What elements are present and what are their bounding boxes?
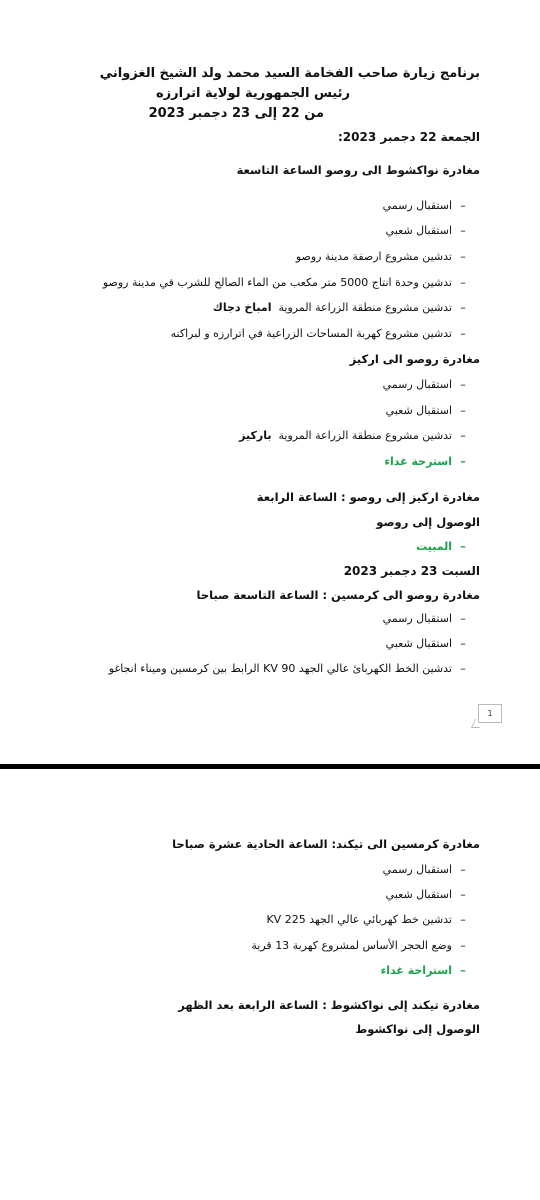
bullet-dash-icon: – bbox=[460, 913, 466, 926]
arrival-rosso: الوصول إلى روصو bbox=[376, 515, 480, 529]
list-item: –استقبال رسمي bbox=[383, 612, 474, 625]
bullet-dash-icon: – bbox=[460, 455, 466, 468]
bullet-dash-icon: – bbox=[460, 662, 466, 675]
bullet-dash-icon: – bbox=[460, 863, 466, 876]
list-item-lunch: –استراحة غداء bbox=[381, 964, 474, 977]
bullet-dash-icon: – bbox=[460, 327, 466, 340]
day1-heading: الجمعة 22 دجمبر 2023: bbox=[337, 130, 480, 144]
section-rkiz-rosso: مغادرة اركيز إلى روصو : الساعة الرابعة bbox=[256, 490, 480, 504]
program-title: برنامج زيارة صاحب الفخامة السيد محمد ولد الشيخ الغزواني bbox=[99, 66, 480, 81]
bullet-dash-icon: – bbox=[460, 378, 466, 391]
section-rosso-rkiz: مغادرة روصو الى اركيز bbox=[349, 352, 480, 366]
bullet-dash-icon: – bbox=[460, 612, 466, 625]
list-item: –استقبال شعبي bbox=[386, 224, 474, 237]
list-item: –استقبال رسمي bbox=[383, 199, 474, 212]
section-tiguent-nouakchott: مغادرة تيكند إلى نواكشوط : الساعة الرابعة بعد الظهر bbox=[178, 998, 480, 1012]
list-item-overnight: –المبيت bbox=[416, 540, 474, 553]
bullet-dash-icon: – bbox=[460, 540, 466, 553]
page-number: 1 bbox=[478, 704, 502, 723]
bullet-dash-icon: – bbox=[460, 429, 466, 442]
list-item: –استقبال رسمي bbox=[383, 378, 474, 391]
list-item: –تدشين الخط الكهربائ عالي الجهد 90 KV الرابط بين كرمسين وميناء انجاغو bbox=[109, 662, 474, 675]
bullet-dash-icon: – bbox=[460, 276, 466, 289]
list-item: –تدشين مشروع منطقة الزراعة المروية باركيز bbox=[239, 429, 474, 442]
bullet-dash-icon: – bbox=[460, 199, 466, 212]
section-keurmacen-tiguent: مغادرة كرمسين الى تيكند: الساعة الحادية عشرة صباحا bbox=[172, 837, 480, 851]
section-nouakchott-rosso: مغادرة نواكشوط الى روصو الساعة التاسعة bbox=[236, 163, 480, 177]
arrival-nouakchott: الوصول إلى نواكشوط bbox=[355, 1022, 480, 1036]
list-item: –وضع الحجر الأساس لمشروع كهربة 13 قرية bbox=[251, 939, 474, 952]
program-subtitle: رئيس الجمهورية لولاية اترارزه bbox=[155, 86, 350, 101]
list-item: –تدشين خط كهربائي عالي الجهد 225 KV bbox=[266, 913, 474, 926]
document-page-2 bbox=[0, 769, 540, 1200]
list-item: –تدشين مشروع ارصفة مدينة روصو bbox=[296, 250, 474, 263]
bullet-dash-icon: – bbox=[460, 404, 466, 417]
bullet-dash-icon: – bbox=[460, 964, 466, 977]
bullet-dash-icon: – bbox=[460, 637, 466, 650]
place-name: باركيز bbox=[239, 429, 272, 442]
bullet-dash-icon: – bbox=[460, 224, 466, 237]
bullet-dash-icon: – bbox=[460, 888, 466, 901]
section-rosso-keurmacen: مغادرة روصو الى كرمسين : الساعة التاسعة صباحا bbox=[196, 588, 480, 602]
list-item: –استقبال شعبي bbox=[386, 888, 474, 901]
list-item: –استقبال شعبي bbox=[386, 404, 474, 417]
bullet-dash-icon: – bbox=[460, 301, 466, 314]
list-item: –تدشين مشروع منطقة الزراعة المروية امباخ دجاك bbox=[213, 301, 474, 314]
day2-heading: السبت 23 دجمبر 2023 bbox=[343, 564, 480, 578]
bullet-dash-icon: – bbox=[460, 250, 466, 263]
list-item: –تدشين وحدة انتاج 5000 متر مكعب من الماء الصالح للشرب في مدينة روصو bbox=[103, 276, 474, 289]
place-name: امباخ دجاك bbox=[212, 301, 272, 314]
list-item-lunch: –استرحة غداء bbox=[384, 455, 474, 468]
program-dates: من 22 إلى 23 دجمبر 2023 bbox=[148, 106, 324, 121]
bullet-dash-icon: – bbox=[460, 939, 466, 952]
list-item: –استقبال شعبي bbox=[386, 637, 474, 650]
list-item: –تدشين مشروع كهربة المساحات الزراعية في اترارزه و لبراكنه bbox=[171, 327, 474, 340]
list-item: –استقبال رسمي bbox=[383, 863, 474, 876]
